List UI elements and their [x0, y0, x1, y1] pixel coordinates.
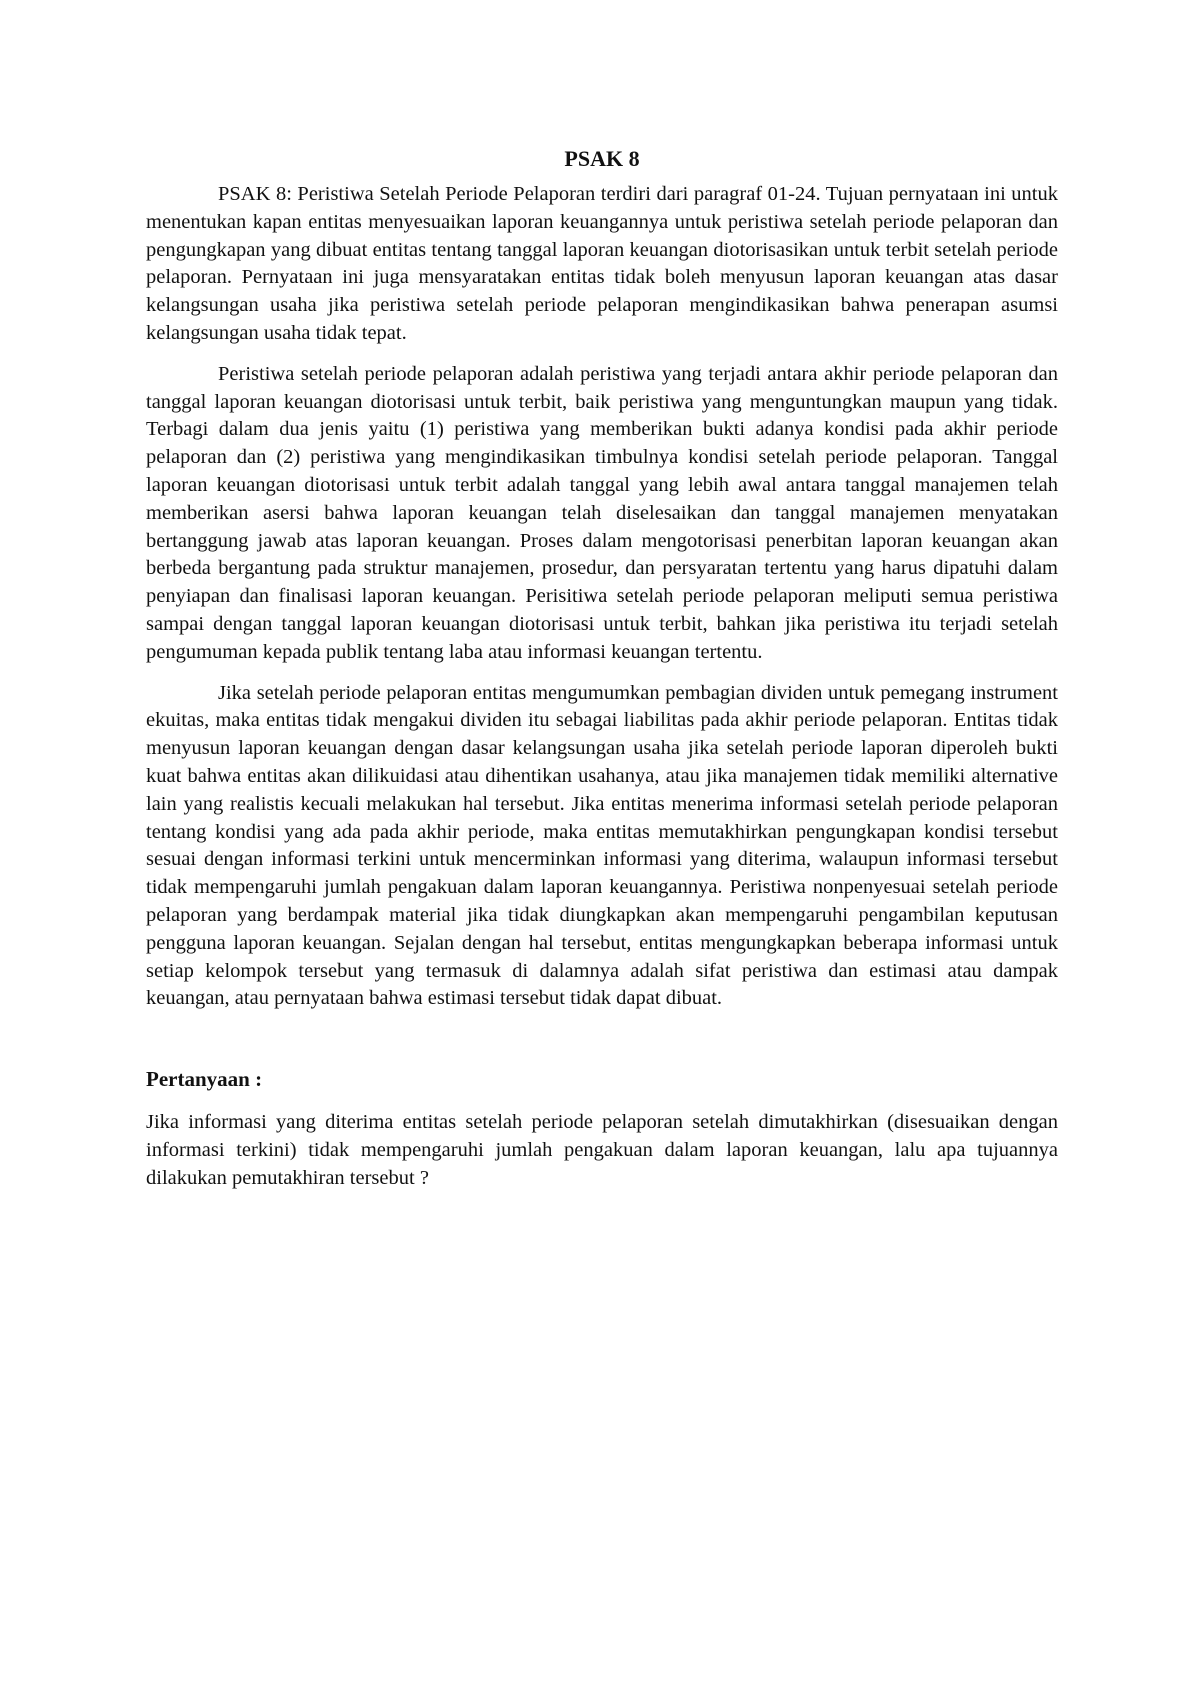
paragraph-intro: PSAK 8: Peristiwa Setelah Periode Pelaporan terdiri dari paragraf 01-24. Tujuan pernyataan ini untuk menentukan kapan entitas menyesuaikan laporan keuangannya untuk peristiwa setelah periode pelaporan dan pengungkapan yang dibuat entitas tentang tanggal laporan keuangan diotorisasikan untuk terbit setelah periode pelaporan. Pernyataan ini juga mensyaratakan entitas tidak boleh menyusun laporan keuangan atas dasar kelangsungan usaha jika peristiwa setelah periode pelaporan mengindikasikan bahwa penerapan asumsi kelangsungan usaha tidak tepat.	[146, 183, 1058, 344]
document-body	[146, 145, 1058, 1193]
question-heading: Pertanyaan :	[146, 1067, 263, 1092]
paragraph-definition: Peristiwa setelah periode pelaporan adalah peristiwa yang terjadi antara akhir periode pelaporan dan tanggal laporan keuangan diotorisasi untuk terbit, baik peristiwa yang menguntungkan maupun yang tidak. Terbagi dalam dua jenis yaitu (1) peristiwa yang memberikan bukti adanya kondisi pada akhir periode pelaporan dan (2) peristiwa yang mengindikasikan timbulnya kondisi setelah periode pelaporan. Tanggal laporan keuangan diotorisasi untuk terbit adalah tanggal yang lebih awal antara tanggal manajemen telah memberikan asersi bahwa laporan keuangan telah diselesaikan dan tanggal manajemen menyatakan bertanggung jawab atas laporan keuangan. Proses dalam mengotorisasi penerbitan laporan keuangan akan berbeda bergantung pada struktur manajemen, prosedur, dan persyaratan tertentu yang harus dipatuhi dalam penyiapan dan finalisasi laporan keuangan. Perisitiwa setelah periode pelaporan meliputi semua peristiwa sampai dengan tanggal laporan keuangan diotorisasi untuk terbit, bahkan jika peristiwa itu terjadi setelah pengumuman kepada publik tentang laba atau informasi keuangan tertentu.	[146, 362, 1058, 663]
document-title: PSAK 8	[564, 146, 640, 171]
paragraph-dividends: Jika setelah periode pelaporan entitas mengumumkan pembagian dividen untuk pemegang instrument ekuitas, maka entitas tidak mengakui dividen itu sebagai liabilitas pada akhir periode pelaporan. Entitas tidak menyusun laporan keuangan dengan dasar kelangsungan usaha jika setelah periode laporan diperoleh bukti kuat bahwa entitas akan dilikuidasi atau dihentikan usahanya, atau jika manajemen tidak memiliki alternative lain yang realistis kecuali melakukan hal tersebut. Jika entitas menerima informasi setelah periode pelaporan tentang kondisi yang ada pada akhir periode, maka entitas memutakhirkan pengungkapan kondisi tersebut sesuai dengan informasi terkini untuk mencerminkan informasi yang diterima, walaupun informasi tersebut tidak mempengaruhi jumlah pengakuan dalam laporan keuangannya. Peristiwa nonpenyesuai setelah periode pelaporan yang berdampak material jika tidak diungkapkan akan mempengaruhi pengambilan keputusan pengguna laporan keuangan. Sejalan dengan hal tersebut, entitas mengungkapkan beberapa informasi untuk setiap kelompok tersebut yang termasuk di dalamnya adalah sifat peristiwa dan estimasi atau dampak keuangan, atau pernyataan bahwa estimasi tersebut tidak dapat dibuat.	[146, 681, 1058, 1010]
question-text: Jika informasi yang diterima entitas setelah periode pelaporan setelah dimutakhirkan (disesuaikan dengan informasi terkini) tidak mempengaruhi jumlah pengakuan dalam laporan keuangan, lalu apa tujuannya dilakukan pemutakhiran tersebut ?	[146, 1111, 1058, 1189]
